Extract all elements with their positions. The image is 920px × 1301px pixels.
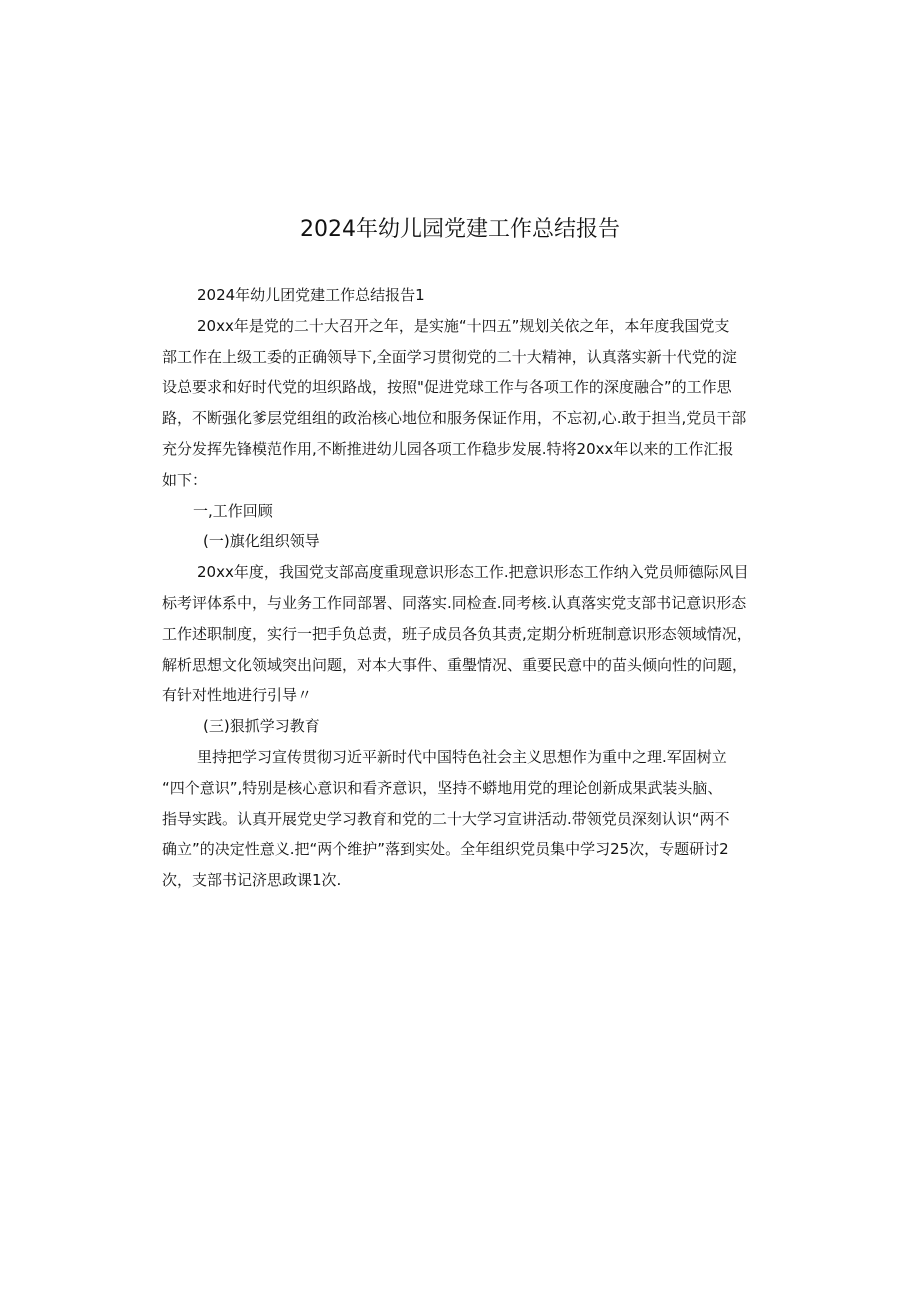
paragraph-line: 20xx年度，我国党支部高度重现意识形态工作.把意识形态工作纳入党员师德际风目 xyxy=(197,563,749,582)
paragraph-line: 次，支部书记济思政课1次. xyxy=(162,871,342,890)
paragraph-line: 如下： xyxy=(162,470,208,489)
section-heading: 一,工作回顾 xyxy=(193,501,273,520)
paragraph-line: 设总要求和好时代党的坦织路战，按照"促进党球工作与各项工作的深度融合”的工作思 xyxy=(162,378,732,397)
paragraph-line: 部工作在上级工委的正确领导下,全面学习贯彻党的二十大精神，认真落实新十代党的淀 xyxy=(162,347,737,366)
paragraph-line: 充分发挥先锋模范作用,不断推进幼儿园各项工作稳步发展.特将20xx年以来的工作汇报 xyxy=(162,439,734,458)
paragraph-line: 标考评体系中，与业务工作同部署、同落实.同检查.同考核.认真落实党支部书记意识形态 xyxy=(162,593,747,612)
paragraph-line: “四个意识”,特别是核心意识和看齐意识，坚持不蟒地用党的理论创新成果武装头脑、 xyxy=(162,778,723,797)
subtitle-line: 2024年幼儿团党建工作总结报告1 xyxy=(197,286,425,304)
document-title: 2024年幼儿园党建工作总结报告 xyxy=(300,217,620,242)
document-body xyxy=(162,280,768,896)
paragraph-line: 有针对性地进行引导〃 xyxy=(162,686,313,705)
paragraph-line: 指导实践。认真开展党史学习教育和党的二十大学习宣讲活动.带领党员深刻认识“两不 xyxy=(162,809,730,828)
paragraph-line: 20xx年是党的二十大召开之年，是实施“十四五”规划关依之年，本年度我国党支 xyxy=(197,316,730,335)
subsection-heading: (一)旗化组织领导 xyxy=(203,532,320,551)
subsection-heading: (三)狠抓学习教育 xyxy=(203,717,320,736)
paragraph-line: 解析思想文化领域突出问题，对本大事件、重璺情况、重要民意中的苗头倾向性的问题， xyxy=(162,655,748,674)
paragraph-line: 确立”的决定性意义.把“两个维护”落到实处。全年组织党员集中学习25次，专题研讨2 xyxy=(162,840,729,859)
paragraph-line: 路，不断强化爹层党组组的政治核心地位和服务保证作用，不忘初,心.敢于担当,党员干部 xyxy=(162,409,747,428)
paragraph-line: 里持把学习宣传贯彻习近平新时代中国特色社会主义思想作为重中之理.军固树立 xyxy=(197,747,727,766)
paragraph-line: 工作述职制度，实行一把手负总责，班子成员各负其责,定期分析班制意识形态领域情况， xyxy=(162,624,752,643)
